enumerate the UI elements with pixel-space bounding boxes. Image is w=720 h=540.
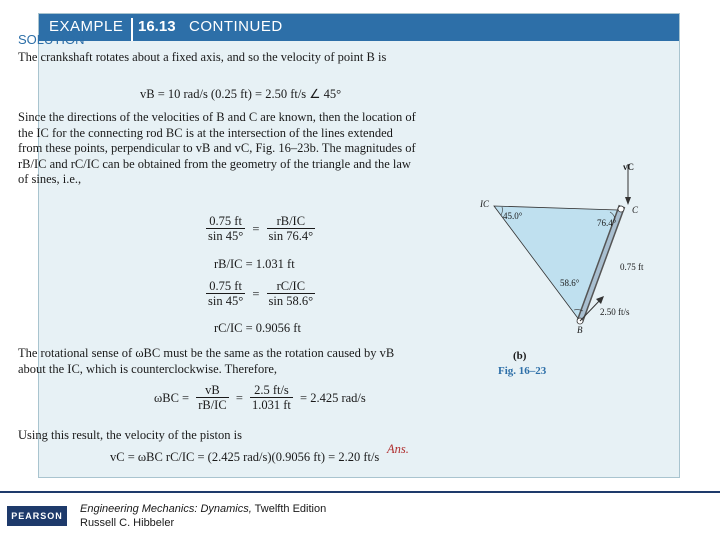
- header-separator: [131, 18, 133, 41]
- length-bc: 0.75 ft: [620, 262, 644, 272]
- eq1-rhs-den: sin 76.4°: [268, 229, 314, 243]
- example-number: 16.13: [138, 18, 176, 35]
- figure-caption: Fig. 16–23: [498, 365, 547, 377]
- angle-ic: 45.0°: [503, 211, 523, 221]
- footer-book-title: [80, 503, 326, 515]
- label-vc: vC: [623, 162, 634, 172]
- example-label: EXAMPLE: [49, 18, 124, 35]
- book-title: Engineering Mechanics: Dynamics,: [80, 503, 252, 515]
- paragraph-rotational-sense: The rotational sense of ωBC must be the same as the rotation caused by vB about the IC, which is counterclockwise. Therefore,: [18, 346, 395, 376]
- equation-omega-bc: [150, 384, 370, 412]
- velocity-b-label: 2.50 ft/s: [600, 307, 630, 317]
- eq5-f2-den: 1.031 ft: [252, 398, 291, 412]
- eq3-lhs-den: sin 45°: [208, 294, 244, 308]
- crank-figure: [440, 150, 640, 330]
- eq4-rhs: = 0.9056 ft: [245, 321, 301, 335]
- example-header: [39, 14, 679, 41]
- equation-vc: vC = ωBC rC/IC = (2.425 rad/s)(0.9056 ft) = 2.20 ft/s: [110, 450, 380, 464]
- solution-heading: SOLUTION: [18, 32, 85, 47]
- eq4-lhs: rC/IC: [214, 321, 243, 335]
- eq3-rhs-den: sin 58.6°: [268, 294, 314, 308]
- angle-c: 76.4°: [597, 218, 617, 228]
- eq2-rhs: = 1.031 ft: [245, 257, 295, 271]
- equation-vb: vB = 10 rad/s (0.25 ft) = 2.50 ft/s ∠ 45°: [140, 87, 342, 101]
- eq5-f2-num: 2.5 ft/s: [250, 384, 293, 398]
- paragraph-piston-velocity: Using this result, the velocity of the piston is: [18, 428, 242, 442]
- equation-law-of-sines-1: [206, 215, 315, 243]
- eq2-lhs: rB/IC: [214, 257, 243, 271]
- eq5-f1-den: rB/IC: [198, 398, 227, 412]
- eq1-lhs-num: 0.75 ft: [206, 215, 245, 229]
- angle-b: 58.6°: [560, 278, 580, 288]
- label-ic: IC: [480, 199, 489, 209]
- equation-rc-ic: [214, 321, 301, 336]
- footer-author: Russell C. Hibbeler: [80, 517, 175, 529]
- continued-label: CONTINUED: [189, 18, 283, 35]
- pin-c: [618, 206, 624, 212]
- eq5-lhs: ωBC =: [154, 390, 190, 405]
- eq5-f1-num: vB: [196, 384, 228, 398]
- label-c: C: [632, 205, 639, 215]
- eq3-rhs-num: rC/IC: [267, 280, 316, 294]
- eq5-equals: =: [235, 390, 243, 405]
- eq1-rhs-num: rB/IC: [267, 215, 316, 229]
- paragraph-intro: The crankshaft rotates about a fixed axis, and so the velocity of point B is: [18, 50, 387, 64]
- book-edition: Twelfth Edition: [251, 503, 327, 515]
- paragraph-ic-location: Since the directions of the velocities of B and C are known, then the location of the IC for the connecting rod BC is at the intersection of the lines extended from these points, perpendicular to vB and vC, Fig. 16–23b. The magnitudes of rB/IC and rC/IC can be obtained from the geometry of the triangle and the law of sines, i.e.,: [18, 110, 416, 186]
- footer-divider: [0, 491, 720, 493]
- figure-sub-label: (b): [513, 350, 527, 362]
- pearson-logo: PEARSON: [7, 506, 67, 526]
- equation-law-of-sines-2: [206, 280, 315, 308]
- eq3-equals: =: [252, 286, 260, 301]
- answer-label: Ans.: [387, 442, 409, 456]
- eq1-equals: =: [252, 221, 260, 236]
- label-b: B: [577, 325, 583, 335]
- vc-arrowhead: [625, 197, 631, 205]
- eq5-result: = 2.425 rad/s: [300, 390, 366, 405]
- eq3-lhs-num: 0.75 ft: [206, 280, 245, 294]
- equation-rb-ic: [214, 257, 295, 272]
- eq1-lhs-den: sin 45°: [208, 229, 244, 243]
